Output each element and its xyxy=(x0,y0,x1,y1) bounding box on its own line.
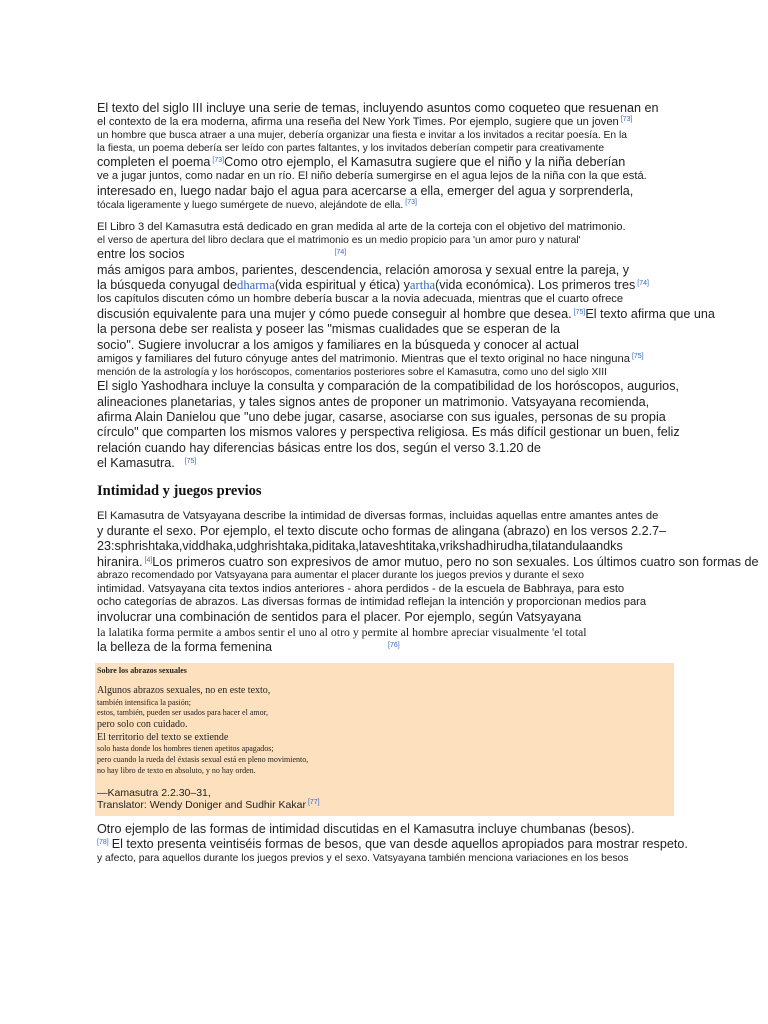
text-line: Otro ejemplo de las formas de intimidad discutidas en el Kamasutra incluye chumbanas (besos). xyxy=(97,821,635,836)
text-segment: Como otro ejemplo, el Kamasutra sugiere que el niño y la niña deberían xyxy=(224,155,626,170)
citation-link[interactable]: [73] xyxy=(620,116,633,124)
text-line xyxy=(97,307,765,322)
text-line: relación cuando hay diferencias básicas entre los dos, según el verso 3.1.20 de xyxy=(97,440,541,455)
text-line: círculo" que comparten los mismos valores y perspectiva religiosa. Es más difícil gestionar un buen, feliz xyxy=(97,425,680,440)
text-line xyxy=(97,837,765,852)
text-line: intimidad. Vatsyayana cita textos indios anteriores - ahora perdidos - de la escuela de Babhraya, para esto xyxy=(97,582,625,595)
citation-link[interactable]: [73] xyxy=(405,199,417,207)
text-line: 23:sphrishtaka,viddhaka,udghrishtaka,piditaka,lataveshtitaka,vrikshadhirudha,tilatandulaandks xyxy=(97,539,623,554)
text-segment: Los primeros cuatro son expresivos de amor mutuo, pero no son sexuales. Los últimos cuatro son formas de xyxy=(152,554,759,569)
text-line: la persona debe ser realista y poseer las "mismas cualidades que se esperan de la xyxy=(97,322,561,337)
citation-link[interactable]: [4] xyxy=(144,556,153,564)
text-segment: el Kamasutra. xyxy=(97,456,175,471)
text-segment: El texto presenta veintiséis formas de besos, que van desde aquellos apropiados para mostrar respeto. xyxy=(111,837,688,852)
article-body xyxy=(97,101,765,873)
text-line xyxy=(97,555,765,570)
text-segment: tócala ligeramente y luego sumérgete de nuevo, alejándote de ella. xyxy=(97,200,404,212)
text-line xyxy=(97,640,765,655)
text-line: abrazo recomendado por Vatsyayana para aumentar el placer durante los juegos previos y durante el sexo xyxy=(97,570,584,582)
section-heading: Intimidad y juegos previos xyxy=(97,483,262,500)
paragraph-kisses xyxy=(97,822,765,865)
artha-link[interactable]: artha xyxy=(409,277,436,292)
citation-link[interactable]: [74] xyxy=(334,249,347,257)
citation-link[interactable]: [75] xyxy=(184,458,197,466)
text-line: ve a jugar juntos, como nadar en un río. El niño debería sumergirse en el agua lejos de la niña con la que está. xyxy=(97,170,647,183)
quote-line: pero solo con cuidado. xyxy=(97,719,188,731)
quote-line: no hay libro de texto en absoluto, y no hay orden. xyxy=(97,765,256,775)
quote-spacer xyxy=(97,777,672,787)
text-line: los capítulos discuten cómo un hombre debería buscar a la novia adecuada, mientras que el cuarto ofrece xyxy=(97,293,624,306)
text-line: un hombre que busca atraer a una mujer, debería organizar una fiesta e invitar a los invitados a recitar poesía. En la xyxy=(97,130,628,142)
text-line: ocho categorías de abrazos. Las diversas formas de intimidad reflejan la intención y proporcionan medios para xyxy=(97,596,647,609)
quote-title: Sobre los abrazos sexuales xyxy=(97,666,187,676)
text-line: El texto del siglo III incluye una serie de temas, incluyendo asuntos como coqueteo que resuenan en xyxy=(97,101,659,115)
text-line: más amigos para ambos, parientes, descendencia, relación amorosa y sexual entre la pareja, y xyxy=(97,262,630,277)
text-line: y durante el sexo. Por ejemplo, el texto discute ocho formas de alingana (abrazo) en los versos 2.2.7– xyxy=(97,524,667,539)
text-line: involucrar una combinación de sentidos para el placer. Por ejemplo, según Vatsyayana xyxy=(97,610,582,624)
paragraph-intimacy xyxy=(97,510,765,655)
text-line: el verso de apertura del libro declara que el matrimonio es un medio propicio para 'un amor puro y natural' xyxy=(97,234,581,246)
quote-attribution: —Kamasutra 2.2.30–31, xyxy=(97,786,211,799)
text-line: El siglo Yashodhara incluye la consulta y comparación de la compatibilidad de los horóscopos, augurios, xyxy=(97,379,679,394)
text-line: mención de la astrología y los horóscopos, comentarios posteriores sobre el Kamasutra, como uno del siglo XIII xyxy=(97,366,607,378)
quote-line: solo hasta donde los hombres tienen apetitos apagados; xyxy=(97,744,274,754)
text-line xyxy=(97,278,765,293)
text-segment: Translator: Wendy Doniger and Sudhir Kakar xyxy=(97,799,306,812)
text-segment: hiranira. xyxy=(97,554,143,569)
citation-link[interactable]: [78] xyxy=(97,839,109,847)
text-segment: amigos y familiares del futuro cónyuge antes del matrimonio. Mientras que el texto original no hace ninguna xyxy=(97,353,630,366)
text-line: afirma Alain Danielou que "uno debe jugar, casarse, asociarse con sus iguales, personas de su propia xyxy=(97,409,666,424)
quote-line: también intensifica la pasión; xyxy=(97,697,191,707)
text-line: interesado en, luego nadar bajo el agua para acercarse a ella, emerger del agua y sorprenderla, xyxy=(97,184,634,199)
text-segment: la belleza de la forma femenina xyxy=(97,639,273,654)
citation-link[interactable]: [75] xyxy=(631,353,644,361)
text-line: la fiesta, un poema debería ser leído con partes faltantes, y los invitados deberían competir para creativamente xyxy=(97,142,605,154)
citation-link[interactable]: [73] xyxy=(212,157,225,165)
text-segment: (vida económica). Los primeros tres xyxy=(435,277,636,292)
paragraph-marriage xyxy=(97,221,765,471)
text-line: socio". Sugiere involucrar a los amigos y familiares en la búsqueda y conocer al actual xyxy=(97,337,579,352)
text-segment: discusión equivalente para una mujer y cómo puede conseguir al hombre que desea. xyxy=(97,306,572,321)
text-segment: (vida espiritual y ética) y xyxy=(274,277,410,292)
text-segment: entre los socios xyxy=(97,247,185,262)
quote-line: estos, también, pueden ser usados para hacer el amor, xyxy=(97,708,268,718)
text-segment: completen el poema xyxy=(97,155,211,170)
text-line: El Kamasutra de Vatsyayana describe la intimidad de diversas formas, incluidas aquellas entre amantes antes de xyxy=(97,510,659,523)
text-segment: la búsqueda conyugal de xyxy=(97,277,238,292)
quote-line: pero cuando la rueda del éxtasis sexual está en pleno movimiento, xyxy=(97,755,309,764)
text-segment: el contexto de la era moderna, afirma una reseña del New York Times. Por ejemplo, sugiere que un joven xyxy=(97,116,619,129)
citation-link[interactable]: [76] xyxy=(388,641,400,649)
paragraph-courtship-intro xyxy=(97,101,765,213)
text-line: y afecto, para aquellos durante los juegos previos y el sexo. Vatsyayana también menciona variaciones en los besos xyxy=(97,852,629,864)
quote-line: El territorio del texto se extiende xyxy=(97,731,229,743)
quote-translator xyxy=(97,799,672,812)
quote-box xyxy=(95,663,674,816)
citation-link[interactable]: [75] xyxy=(573,308,586,316)
text-line xyxy=(97,353,765,367)
text-segment: El texto afirma que una xyxy=(585,306,715,321)
text-line xyxy=(97,199,765,213)
quote-line: Algunos abrazos sexuales, no en este texto, xyxy=(97,685,271,697)
text-line xyxy=(97,247,765,262)
text-line: El Libro 3 del Kamasutra está dedicado en gran medida al arte de la corteja con el objetivo del matrimonio. xyxy=(97,221,626,234)
dharma-link[interactable]: dharma xyxy=(237,277,275,292)
citation-link[interactable]: [74] xyxy=(637,279,649,287)
text-line: alineaciones planetarias, y tales signos antes de proponer un matrimonio. Vatsyayana recomienda, xyxy=(97,394,650,409)
citation-link[interactable]: [77] xyxy=(307,799,320,807)
text-line xyxy=(97,155,765,170)
text-line xyxy=(97,456,765,471)
text-line: la lalatika forma permite a ambos sentir el uno al otro y permite al hombre apreciar visualmente 'el total xyxy=(97,625,587,640)
text-line xyxy=(97,116,765,130)
